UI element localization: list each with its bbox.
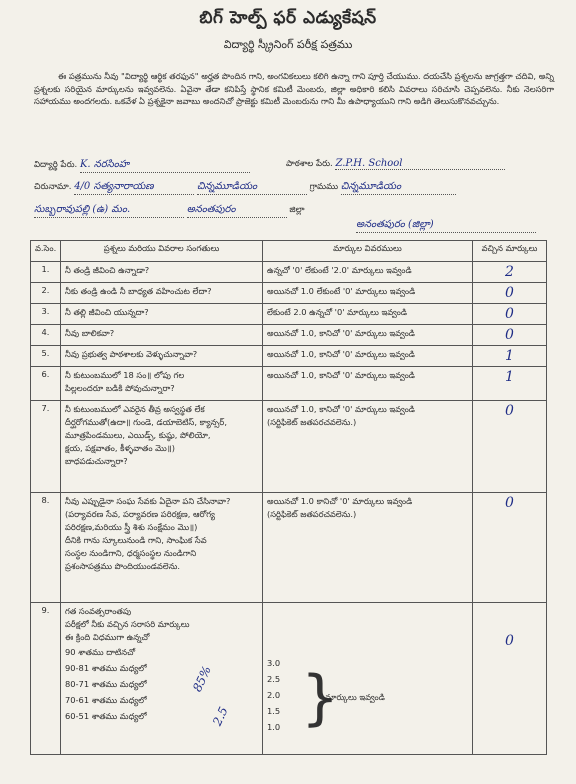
grade-points [267, 658, 301, 738]
instructions-paragraph [34, 70, 554, 108]
handwritten-percent: 85% [190, 663, 214, 694]
col-header-sno: వ.సెం. [31, 241, 61, 262]
district-value-2: అనంతపురం (జిల్లా) [356, 219, 434, 230]
grade-range: 90 శాతము దాటినచో [65, 647, 136, 657]
question-text: నీవు ప్రభుత్వ పాఠశాలకు వెళ్ళుచున్నావా? [65, 349, 198, 359]
answer-text: ఉన్నచో '0' లేకుంటే '2.0' మార్కులు ఇవ్వండి [267, 265, 412, 275]
table-row [31, 493, 547, 603]
question-text: సంస్థల నుండిగాని, ధర్మసంస్థల నుండిగాని [65, 548, 197, 558]
col-header-marks-obtained: వచ్చిన మార్కులు [473, 241, 547, 262]
school-name-label: పాఠశాల పేరు. [286, 159, 333, 169]
district-label: జిల్లా [289, 205, 305, 215]
grade-range: 80-71 శాతము మధ్యలో [65, 679, 147, 689]
student-name-value: K. నరసింహ [79, 159, 130, 170]
table-row [31, 367, 547, 401]
district-value: అనంతపురం [186, 204, 236, 215]
question-text: పరీక్షలో నీకు వచ్చిన సరాసరి మార్కులు [65, 619, 190, 629]
answer-text: లేకుంటే 2.0 ఉన్నచో '0' మార్కులు ఇవ్వండి [267, 307, 408, 317]
question-text: నీ తల్లి జీవించి యున్నదా? [65, 307, 149, 317]
question-text: గత సంవత్సరాంతపు [65, 606, 132, 616]
question-text: పిల్లలందరూ బడికి పోవుచున్నారా? [65, 383, 175, 393]
grade-point: 3.0 [267, 658, 281, 668]
mark-value: 0 [473, 304, 547, 325]
district-row-2 [356, 218, 536, 233]
question-text: మూత్రపిండములు, ఎయిడ్స్, కుష్ఠు, పోలియో, [65, 430, 211, 440]
question-text: బాధపడుచున్నారా? [65, 456, 128, 466]
mark-value: 0 [473, 493, 547, 603]
mark-value: 0 [473, 325, 547, 346]
table-row [31, 304, 547, 325]
question-cell [61, 304, 263, 325]
certificate-note: (సర్టిఫికెట్ జతపరచవలెను.) [267, 509, 357, 519]
mark-value: 2 [473, 262, 547, 283]
row-number: 3. [31, 304, 61, 325]
village-value: చిన్నమూడియం [196, 181, 258, 192]
mark-value: 0 [473, 401, 547, 493]
brace-icon: } [301, 663, 340, 733]
question-text: క్షయ, పక్షవాతం, కీళ్ళవాతం మొ॥) [65, 443, 176, 453]
school-name-value: Z.P.H. School [335, 158, 403, 169]
answer-text: అయినచో 1.0, కానిచో '0' మార్కులు ఇవ్వండి [267, 404, 415, 414]
grade-point: 1.5 [267, 706, 281, 716]
question-text: నీ కుటుంబములో 18 సం॥ లోపు గల [65, 370, 185, 380]
question-text: (పర్యావరణ సేవ, పర్యావరణ పరిరక్షణ, ఆరోగ్య [65, 509, 215, 519]
sub-line-value: సుబ్బరావుపల్లి (ఉ) మం. [34, 204, 131, 215]
table-row [31, 603, 547, 755]
table-row [31, 283, 547, 304]
mandal-value: చిన్నమూడియం [340, 181, 402, 192]
certificate-note: (సర్టిఫికెట్ జతపరచవలెను.) [267, 417, 357, 427]
mark-value: 1 [473, 367, 547, 401]
table-row [31, 401, 547, 493]
form-title: బిగ్ హెల్ప్ ఫర్ ఎడ్యుకేషన్ [199, 8, 377, 28]
answer-text: అయినచో 1.0, కానిచో '0' మార్కులు ఇవ్వండి [267, 349, 415, 359]
address-row [34, 180, 456, 195]
grade-point: 2.5 [267, 674, 281, 684]
question-text: దీనికి గాను స్కూలునుండి గాని, సాంఘిక సేవ [65, 535, 207, 545]
answer-text: అయినచో 1.0 లేకుంటే '0' మార్కులు ఇవ్వండి [267, 286, 416, 296]
question-text: నీవు ఎప్పుడైనా సంఘ సేవకు ఏదైనా పని చేసినావా? [65, 496, 231, 506]
row-number: 4. [31, 325, 61, 346]
question-text: దీర్ఘరోగముతో(ఉదా॥ గుండె, డయాబెటిస్, క్యాన్సర్, [65, 417, 227, 427]
form-subtitle: విద్యార్థి స్క్రీనింగ్ పరీక్ష పత్రము [223, 38, 353, 51]
student-name-row [34, 158, 250, 173]
answer-cell [263, 493, 473, 603]
question-cell [61, 283, 263, 304]
row-number: 2. [31, 283, 61, 304]
grade-range: 90-81 శాతము మధ్యలో [65, 663, 147, 673]
mark-value: 0 [473, 283, 547, 304]
question-text: నీ కుటుంబములో ఎవరైన తీవ్ర అస్వస్థత లేక [65, 404, 205, 414]
table-row [31, 262, 547, 283]
answer-cell [263, 304, 473, 325]
handwritten-score: 2.5 [210, 704, 231, 728]
row-number: 8. [31, 493, 61, 603]
row-number: 5. [31, 346, 61, 367]
question-cell [61, 401, 263, 493]
question-text: పరిరక్షణ,మరియు స్త్రీ శిశు సంక్షేమం మొ॥) [65, 522, 198, 532]
district-row [34, 203, 305, 218]
table-row [31, 325, 547, 346]
answer-cell [263, 325, 473, 346]
question-text: నీకు తండ్రి ఉండి నీ బాధ్యత వహించుట లేదా? [65, 286, 212, 296]
answer-cell [263, 346, 473, 367]
question-text: ప్రశంసాపత్రము పొందియుండవలెను. [65, 561, 181, 571]
answer-text: అయినచో 1.0, కానిచో '0' మార్కులు ఇవ్వండి [267, 328, 415, 338]
col-header-question: ప్రశ్నలు మరియు వివరాల సంగతులు [61, 241, 263, 262]
answer-text: అయినచో 1.0, కానిచో '0' మార్కులు ఇవ్వండి [267, 370, 415, 380]
mark-value: 0 [473, 603, 547, 755]
address-value: 4/0 సత్యనారాయణ [74, 181, 154, 192]
screening-table [30, 240, 547, 755]
row-number: 1. [31, 262, 61, 283]
instructions-text: ఈ పత్రమును నీవు "విద్యార్థి ఆర్థిక తరఫున" అర్హత పొందిన గాని, అంగవికలులు కలిగి ఉన్నా గాని పూర్తి చేయుము. దయచేసి ప్రశ్నలను జాగ్రత్తగా చదివి, అన్ని ప్రశ్నలకు సరియైన మార్కులను ఇవ్వవలెను. ఏవైనా తేడా కనిపిస్తే స్థానిక కమిటీ మెంబరు, జిల్లా అధికారి కలిసి వివరాలు సరిచూసి చెప్పవలెను. నీకు నెలసరిగా సహాయము అందగలదు. ఒకవేళ ఏ ప్రశ్నకైనా జవాబు అందనిచో ప్రాజెక్టు కమిటీ మెంబరును గాని మీ ఉపాధ్యాయుని గాని అడిగి తెలుసుకొనవచ్చును. [34, 71, 554, 107]
col-header-marks-detail: మార్కుల వివరములు [263, 241, 473, 262]
grades-label: మార్కులు ఇవ్వండి [325, 691, 385, 702]
answer-cell [263, 262, 473, 283]
answer-cell [263, 603, 473, 755]
answer-cell [263, 283, 473, 304]
answer-text: అయినచో 1.0 కానిచో '0' మార్కులు ఇవ్వండి [267, 496, 413, 506]
mark-value: 1 [473, 346, 547, 367]
school-name-row [286, 158, 505, 171]
question-text: నీ తండ్రి జీవించి ఉన్నాడా? [65, 265, 150, 275]
grade-range: 60-51 శాతము మధ్యలో [65, 711, 147, 721]
grade-point: 2.0 [267, 690, 281, 700]
student-name-label: విద్యార్థి పేరు. [34, 160, 78, 170]
village-label: గ్రామము [309, 182, 339, 192]
question-cell [61, 325, 263, 346]
question-text: నీవు బాలికవా? [65, 328, 115, 338]
row-number: 6. [31, 367, 61, 401]
question-text: ఈ క్రింది విధముగా ఉన్నచో [65, 632, 150, 642]
row-number: 7. [31, 401, 61, 493]
grade-points-block [267, 658, 468, 738]
question-cell [61, 262, 263, 283]
question-cell [61, 346, 263, 367]
address-label: చిరునామా. [34, 182, 72, 192]
question-cell [61, 493, 263, 603]
table-row [31, 346, 547, 367]
table-header-row [31, 241, 547, 262]
grade-range: 70-61 శాతము మధ్యలో [65, 695, 147, 705]
answer-cell [263, 367, 473, 401]
answer-cell [263, 401, 473, 493]
question-cell [61, 367, 263, 401]
grade-point: 1.0 [267, 722, 281, 732]
row-number: 9. [31, 603, 61, 755]
question-cell [61, 603, 263, 755]
